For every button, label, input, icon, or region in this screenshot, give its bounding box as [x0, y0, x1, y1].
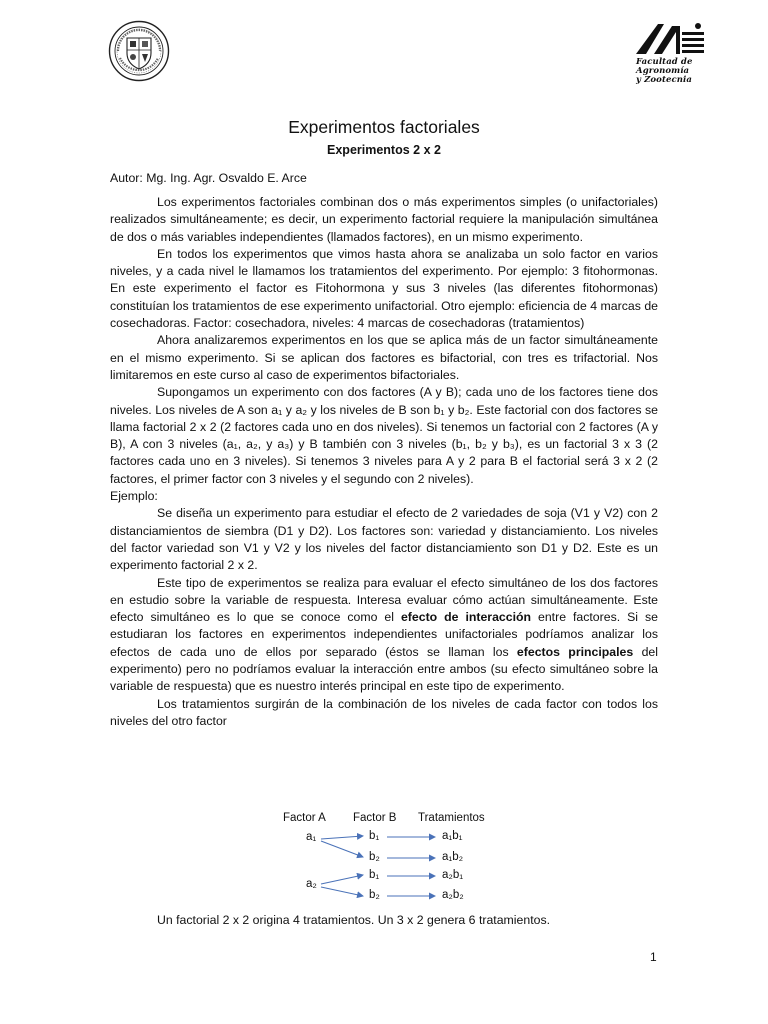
level-b: b₁ [369, 830, 380, 842]
level-a1: a₁ [306, 831, 317, 843]
level-a2: a₂ [306, 878, 317, 890]
document-body [110, 194, 658, 730]
treatment: a₂b₂ [442, 889, 464, 901]
logo-text-line: y Zootecnia [636, 75, 692, 85]
treatment: a₁b₂ [442, 851, 464, 863]
paragraph: Los tratamientos surgirán de la combinación de los niveles de cada factor con todos los niveles del otro factor [110, 696, 658, 728]
diagram-caption: Un factorial 2 x 2 origina 4 tratamientos. Un 3 x 2 genera 6 tratamientos. [157, 913, 551, 927]
header-tratamientos: Tratamientos [418, 812, 485, 824]
text-run: del experimento) pero no podríamos evaluar la interacción entre ambos (su efecto simultáneo sobre la variable de respuesta) que es nuestro interés principal en este tipo de experimento. [110, 644, 658, 694]
author-line: Autor: Mg. Ing. Agr. Osvaldo E. Arce [110, 171, 307, 185]
logo-text-line: Facultad de [636, 57, 693, 67]
header-factor-b: Factor B [353, 812, 397, 824]
paragraph [110, 575, 658, 696]
text-run: entre factores. Si se estudiaran los factores en experimentos independientes unifactoriales podríamos analizar los efectos de cada uno de ellos por separado (éstos se llaman los [110, 610, 658, 659]
diagram-arrows [275, 812, 515, 912]
logo-text-line: Agronomía [636, 66, 690, 76]
page-title: Experimentos factoriales [288, 117, 480, 137]
arrow-a2-b2 [321, 887, 363, 896]
treatment: a₂b₁ [442, 869, 464, 881]
paragraph: Los experimentos factoriales combinan dos o más experimentos simples (o unifactoriales) realizados simultáneamente; es decir, un experimento factorial requiere la manipulación simultánea de dos o más variables independientes (llamados factores), en un mismo experimento. [110, 195, 658, 244]
university-seal-icon [108, 20, 170, 82]
bold-term-interaction: efecto de interacción [400, 610, 532, 625]
treatment: a₁b₁ [442, 830, 463, 842]
arrow-a1-b1 [321, 836, 363, 839]
paragraph: Supongamos un experimento con dos factores (A y B); cada uno de los factores tiene dos niveles. Los niveles de A son a₁ y a₂ y los niveles de B son b₁ y b₂. Este factorial con dos factores se llama factorial 2 x 2 (2 factores cada uno en dos niveles). Si tenemos un factorial con 2 factores (A y B), A con 3 niveles (a₁, a₂, y a₃) y B también con 3 niveles (b₁, b₂ y b₃), es un factorial 3 x 3 (2 factores cada uno en 3 niveles). Si tenemos 3 niveles para A y 2 para B el factorial será 3 x 2 (2 factores, el primer factor con 3 niveles y el segundo con 2 niveles). [110, 385, 658, 486]
level-b: b₂ [369, 851, 380, 863]
arrow-a1-b2 [321, 841, 363, 857]
factorial-diagram [275, 812, 515, 912]
page-number: 1 [650, 950, 657, 964]
text-run: Este tipo de experimentos se realiza para evaluar el efecto simultáneo de los dos factores en estudio sobre la variable de respuesta. Interesa evaluar cómo actúan simultáneamente. Este efecto simultáneo es lo que se conoce como el [110, 575, 658, 625]
level-b: b₂ [369, 889, 380, 901]
paragraph: En todos los experimentos que vimos hasta ahora se analizaba un solo factor en varios niveles, y a cada nivel le llamamos los tratamientos del experimento. Por ejemplo: 3 fitohormonas. En este experimento el factor es Fitohormona y sus 3 niveles (las diferentes fitohormonas) constituían los tratamientos de ese experimento unifactorial. Otro ejemplo: eficiencia de 4 marcas de cosechadoras. Factor: cosechadora, niveles: 4 marcas de cosechadoras (tratamientos) [110, 246, 658, 331]
paragraph: Se diseña un experimento para estudiar el efecto de 2 variedades de soja (V1 y V2) con 2 distanciamientos de siembra (D1 y D2). Los factores son: variedad y distanciamiento. Los niveles del factor variedad son V1 y V2 y los niveles del factor distanciamiento son D1 y D2. Este es un experimento factorial 2 x 2. [110, 506, 658, 573]
arrow-a2-b1 [321, 875, 363, 884]
header-factor-a: Factor A [283, 812, 326, 824]
bold-term-main-effects: efectos principales [516, 644, 634, 659]
paragraph: Ahora analizaremos experimentos en los que se aplica más de un factor simultáneamente en el mismo experimento. Si se aplican dos factores es bifactorial, con tres es trifactorial. Nos limitaremos en este curso al caso de experimentos bifactoriales. [110, 333, 658, 382]
faculty-logo-text [636, 58, 708, 85]
example-label: Ejemplo: [110, 489, 158, 504]
page-subtitle: Experimentos 2 x 2 [327, 143, 441, 157]
level-b: b₁ [369, 869, 380, 881]
